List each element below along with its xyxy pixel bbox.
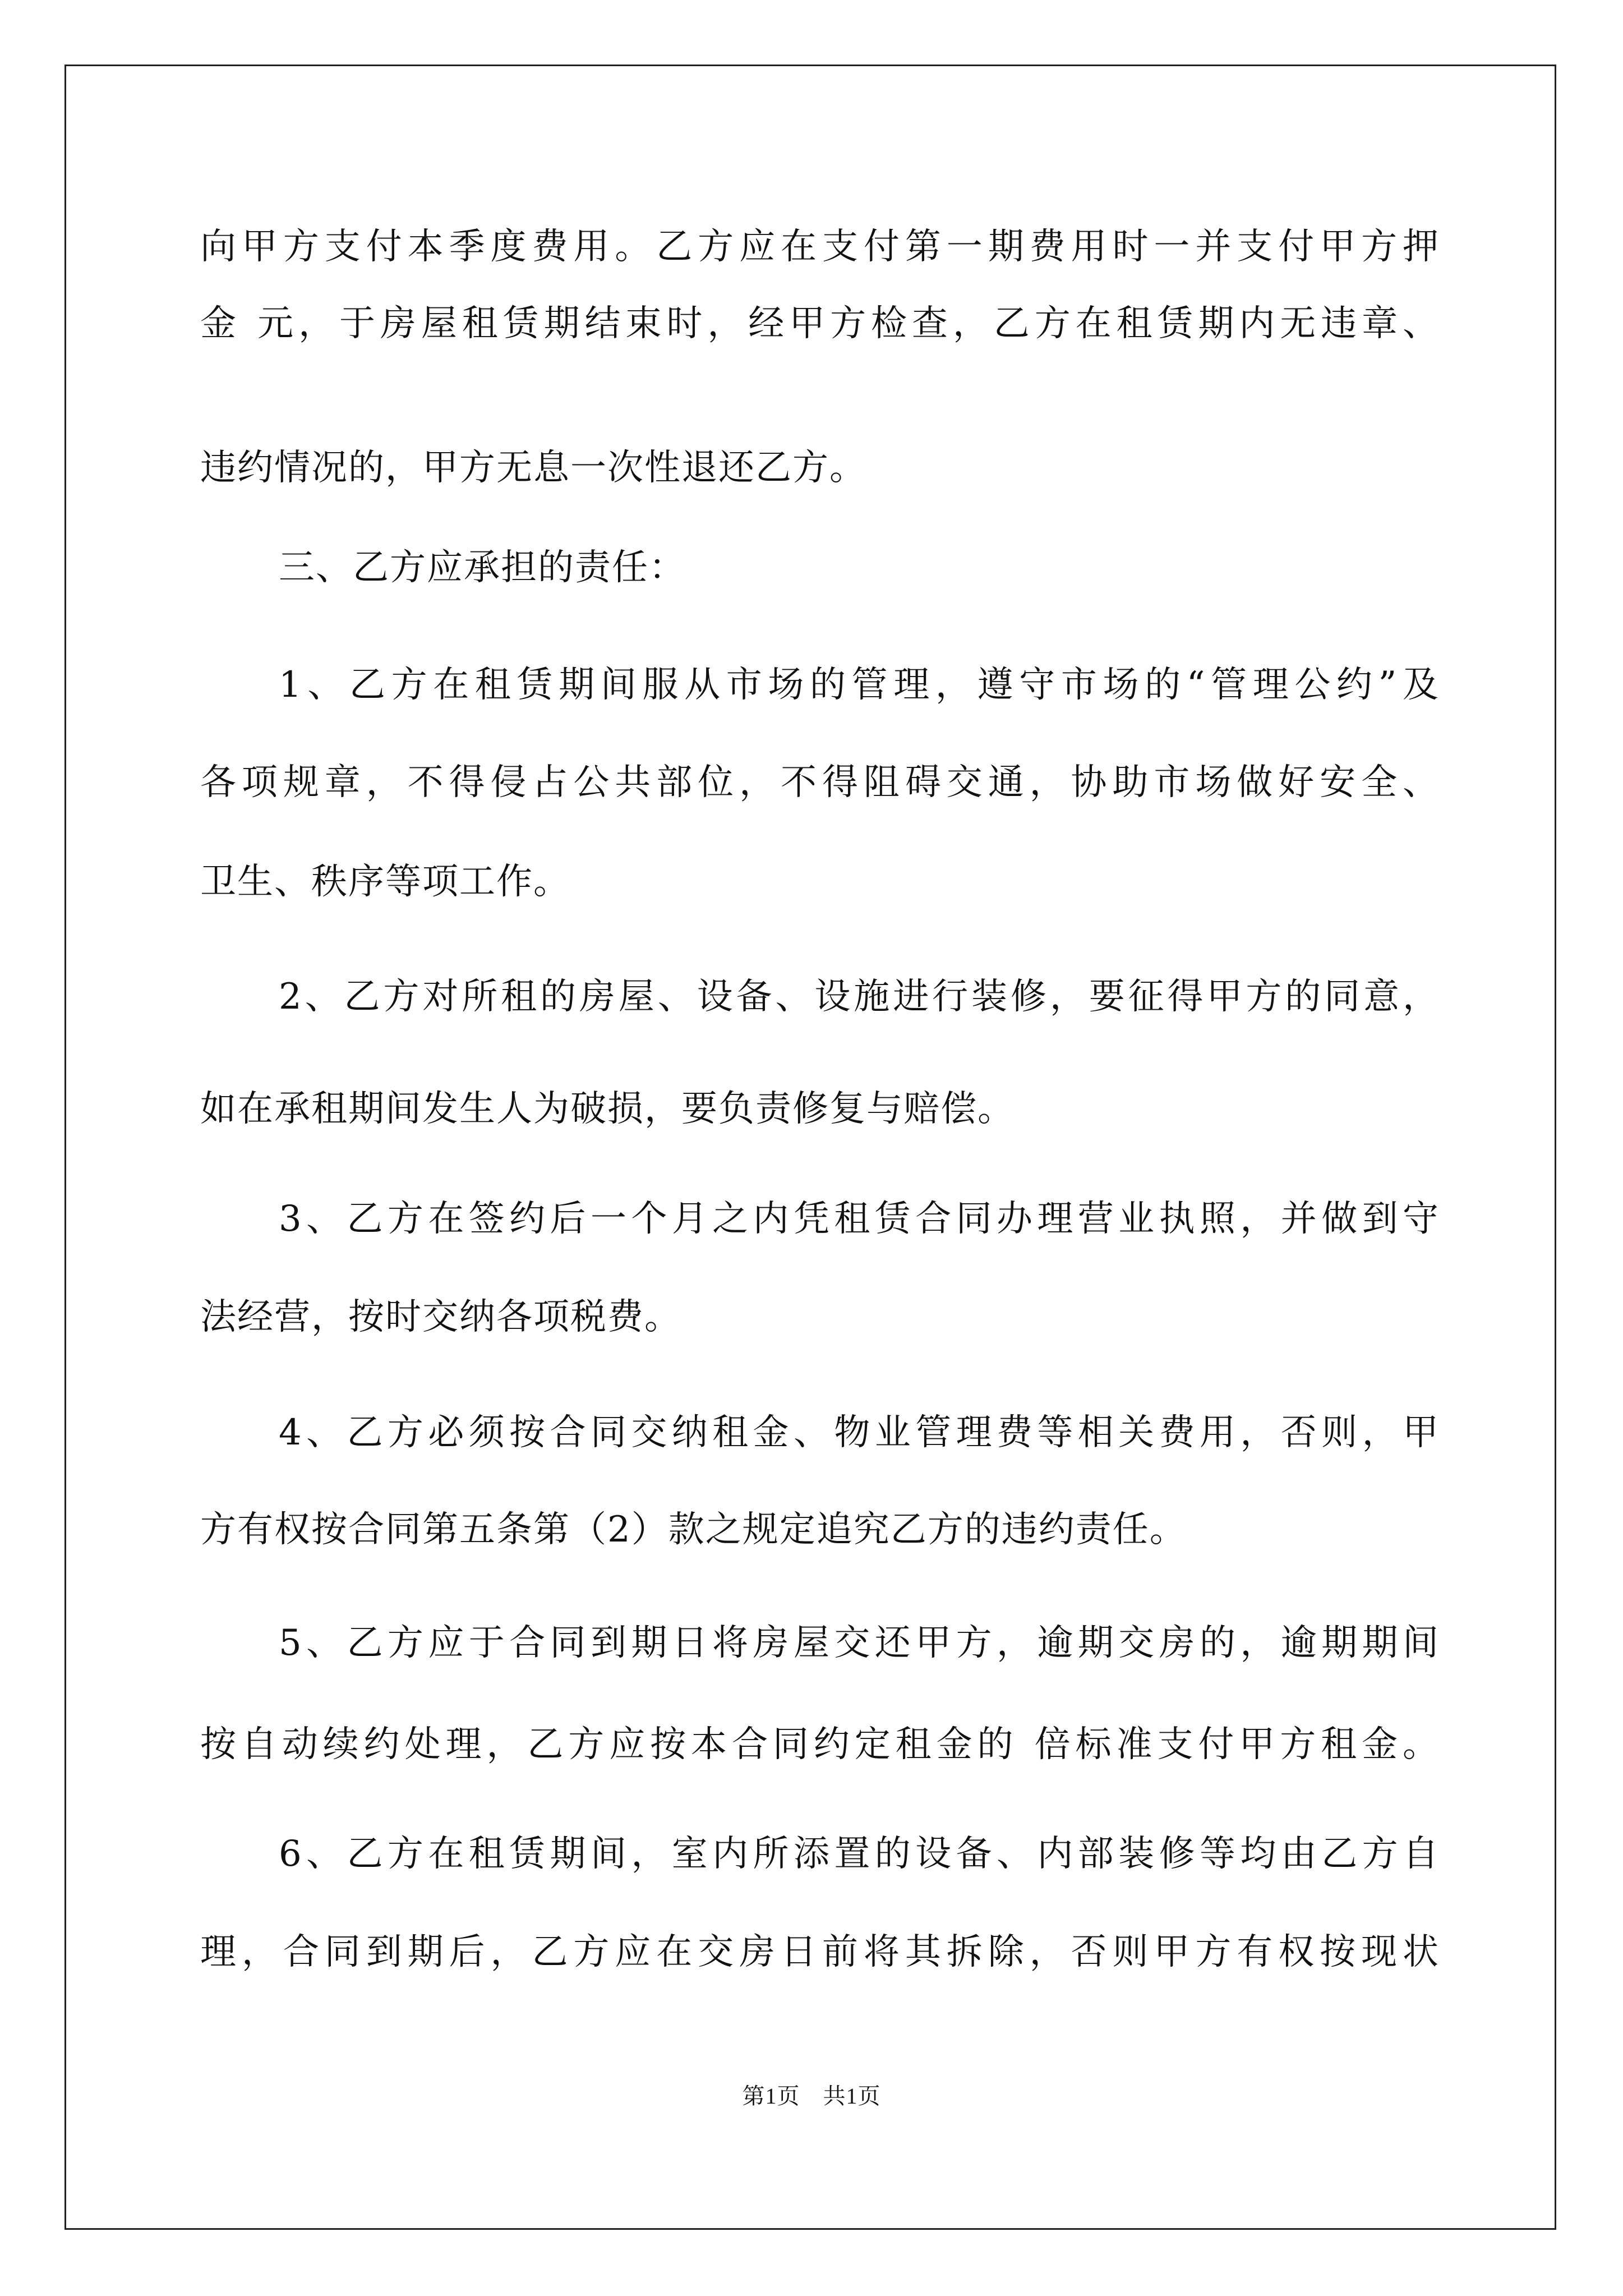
body-line-6: 各项规章，不得侵占公共部位，不得阻碍交通，协助市场做好安全、 [200,762,1440,803]
body-line-2: 金 元，于房屋租赁期结束时，经甲方检查，乙方在租赁期内无违章、 [200,303,1440,344]
body-line-11: 法经营，按时交纳各项税费。 [200,1296,681,1338]
page-footer: 第1页 共1页 [742,2083,881,2109]
body-line-17: 理，合同到期后，乙方应在交房日前将其拆除，否则甲方有权按现状 [200,1931,1440,1973]
body-line-14: 5、乙方应于合同到期日将房屋交还甲方，逾期交房的，逾期期间 [279,1622,1440,1664]
body-line-10: 3、乙方在签约后一个月之内凭租赁合同办理营业执照，并做到守 [279,1198,1440,1240]
body-line-12: 4、乙方必须按合同交纳租金、物业管理费等相关费用，否则，甲 [279,1412,1440,1453]
body-line-8: 2、乙方对所租的房屋、设备、设施进行装修，要征得甲方的同意， [279,976,1440,1018]
body-line-16: 6、乙方在租赁期间，室内所添置的设备、内部装修等均由乙方自 [279,1833,1440,1875]
body-line-15: 按自动续约处理，乙方应按本合同约定租金的 倍标准支付甲方租金。 [200,1724,1440,1765]
body-line-9: 如在承租期间发生人为破损，要负责修复与赔偿。 [200,1088,1015,1130]
body-line-7: 卫生、秩序等项工作。 [200,861,570,903]
body-line-13: 方有权按合同第五条第（2）款之规定追究乙方的违约责任。 [200,1509,1187,1550]
section-heading: 三、乙方应承担的责任： [279,547,686,588]
body-line-3: 违约情况的，甲方无息一次性退还乙方。 [200,447,866,489]
body-line-1: 向甲方支付本季度费用。乙方应在支付第一期费用时一并支付甲方押 [200,226,1440,268]
page-border [64,65,1556,2230]
body-line-5: 1、乙方在租赁期间服从市场的管理，遵守市场的“管理公约”及 [279,664,1440,706]
